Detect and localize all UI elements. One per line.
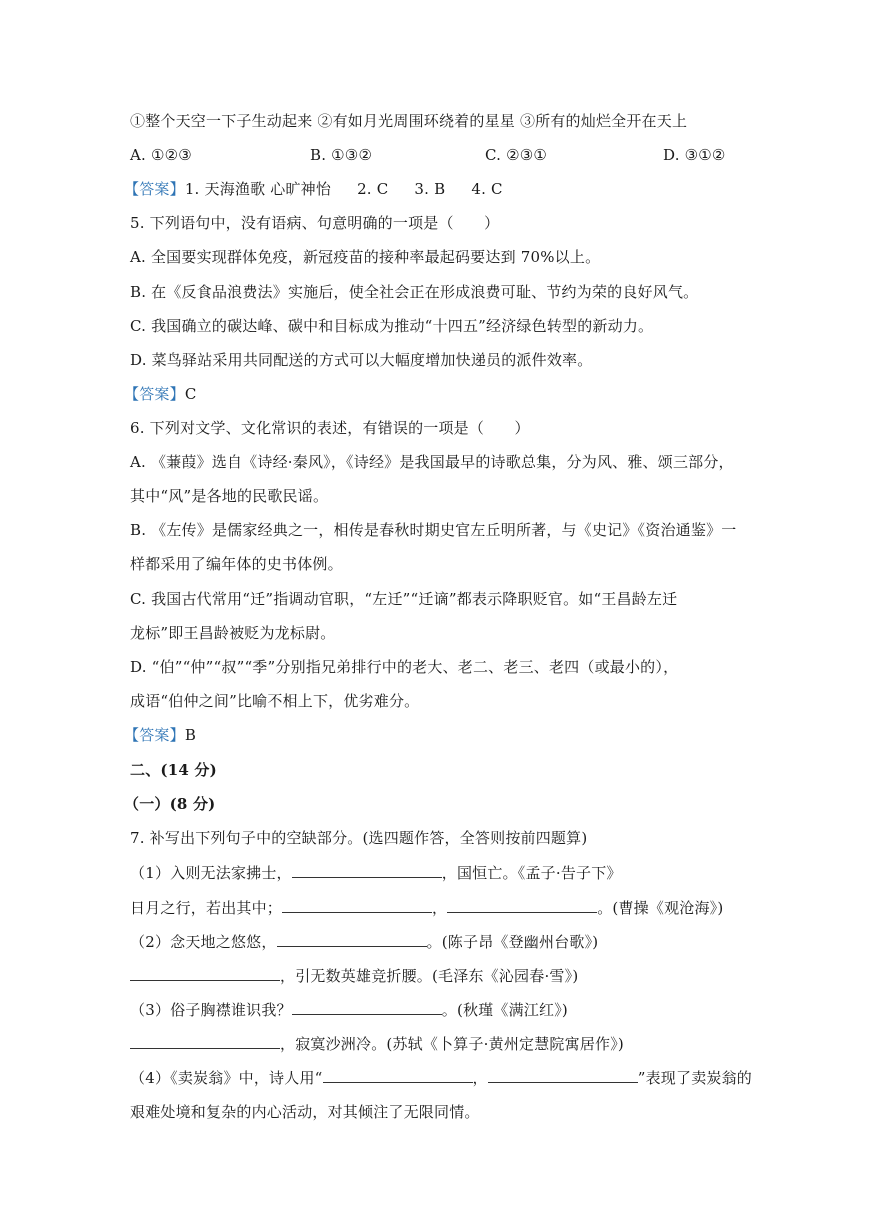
q7-line-6: [130, 1033, 624, 1054]
q7-line-5: [130, 999, 568, 1020]
q7-text: ，: [432, 899, 448, 917]
q7-text: 。(秋瑾《满江红》): [441, 1001, 568, 1019]
q6-stem: 6. 下列对文学、文化常识的表述，有错误的一项是（ ）: [130, 419, 530, 437]
answer-tag: 【答案】: [124, 726, 185, 744]
q6-answer: [124, 725, 196, 745]
answer-1-4: [124, 179, 529, 199]
q6-line: A. 《蒹葭》选自《诗经·秦风》，《诗经》是我国最早的诗歌总集，分为风、雅、颂三部分，: [130, 453, 734, 471]
answer-item: 2. C: [357, 180, 389, 198]
fill-blank[interactable]: [282, 897, 432, 913]
q7-text: ”表现了卖炭翁的: [637, 1069, 752, 1087]
q7-text: ，引无数英雄竞折腰。(毛泽东《沁园春·雪》): [280, 967, 579, 985]
q7-line-4: [130, 965, 578, 986]
q6-line: B. 《左传》是儒家经典之一，相传是春秋时期史官左丘明所著，与《史记》《资治通鉴》一: [130, 521, 737, 539]
q7-text: 。(陈子昂《登幽州台歌》): [426, 933, 599, 951]
q7-text: 日月之行，若出其中；: [130, 899, 283, 917]
q5-option-c: C. 我国确立的碳达峰、碳中和目标成为推动“十四五”经济绿色转型的新动力。: [130, 317, 654, 335]
q4-choice-c: C. ②③①: [485, 146, 548, 164]
q5-option-b: B. 在《反食品浪费法》实施后，使全社会正在形成浪费可耻、节约为荣的良好风气。: [130, 283, 699, 301]
q7-line-1: [130, 862, 622, 883]
q7-text: ，: [472, 1069, 488, 1087]
q5-stem: 5. 下列语句中，没有语病、句意明确的一项是（ ）: [130, 214, 500, 232]
fill-blank[interactable]: [277, 931, 427, 947]
q5-option-d: D. 菜鸟驿站采用共同配送的方式可以大幅度增加快递员的派件效率。: [130, 351, 593, 369]
q7-line-7: [130, 1067, 752, 1088]
q6-line: 龙标”即王昌龄被贬为龙标尉。: [130, 624, 336, 642]
q6-line: 样都采用了编年体的史书体例。: [130, 555, 343, 573]
q7-text: （4）《卖炭翁》中，诗人用“: [130, 1069, 323, 1087]
q7-text: ，国恒亡。《孟子·告子下》: [441, 864, 622, 882]
q4-choices: [130, 145, 750, 165]
q5-option-a: A. 全国要实现群体免疫，新冠疫苗的接种率最起码要达到 70%以上。: [130, 248, 601, 266]
fill-blank[interactable]: [130, 1033, 280, 1049]
q6-line: C. 我国古代常用“迁”指调动官职，“左迁”“迁谪”都表示降职贬官。如“王昌龄左迁: [130, 590, 678, 608]
answer-tag: 【答案】: [124, 385, 185, 403]
q4-choice-a: A. ①②③: [130, 146, 192, 164]
q7-line-8: 艰难处境和复杂的内心活动，对其倾注了无限同情。: [130, 1103, 480, 1121]
answer-item: 1. 天海渔歌 心旷神怡: [184, 180, 332, 198]
q7-text: ，寂寞沙洲冷。(苏轼《卜算子·黄州定慧院寓居作》): [280, 1035, 624, 1053]
q4-choice-d: D. ③①②: [663, 146, 726, 164]
section-2-subtitle: （一）(8 分): [124, 795, 216, 813]
q7-stem: 7. 补写出下列句子中的空缺部分。(选四题作答，全答则按前四题算): [130, 829, 588, 847]
fill-blank[interactable]: [323, 1067, 473, 1083]
q6-line: D. “伯”“仲”“叔”“季”分别指兄弟排行中的老大、老二、老三、老四（或最小的），: [130, 658, 679, 676]
fill-blank[interactable]: [292, 862, 442, 878]
q7-text: （1）入则无法家拂士，: [130, 864, 292, 882]
fill-blank[interactable]: [447, 897, 597, 913]
answer-item: 4. C: [471, 180, 503, 198]
q6-line: 成语“伯仲之间”比喻不相上下，优劣难分。: [130, 692, 420, 710]
q5-answer: [124, 384, 197, 404]
fill-blank[interactable]: [292, 999, 442, 1015]
section-2-title: 二、(14 分): [130, 761, 217, 779]
fill-blank[interactable]: [130, 965, 280, 981]
answer-tag: 【答案】: [124, 180, 185, 198]
answer-value: C: [184, 385, 197, 403]
q7-text: 。(曹操《观沧海》): [597, 899, 724, 917]
fill-blank[interactable]: [488, 1067, 638, 1083]
q7-line-3: [130, 931, 598, 952]
q4-options-line: ①整个天空一下子生动起来 ②有如月光周围环绕着的星星 ③所有的灿烂全开在天上: [130, 112, 688, 130]
answer-value: B: [184, 726, 197, 744]
q6-line: 其中“风”是各地的民歌民谣。: [130, 487, 329, 505]
q7-text: （2）念天地之悠悠，: [130, 933, 277, 951]
q7-text: （3）俗子胸襟谁识我？: [130, 1001, 292, 1019]
answer-item: 3. B: [414, 180, 446, 198]
q4-choice-b: B. ①③②: [310, 146, 373, 164]
q7-line-2: [130, 897, 723, 918]
